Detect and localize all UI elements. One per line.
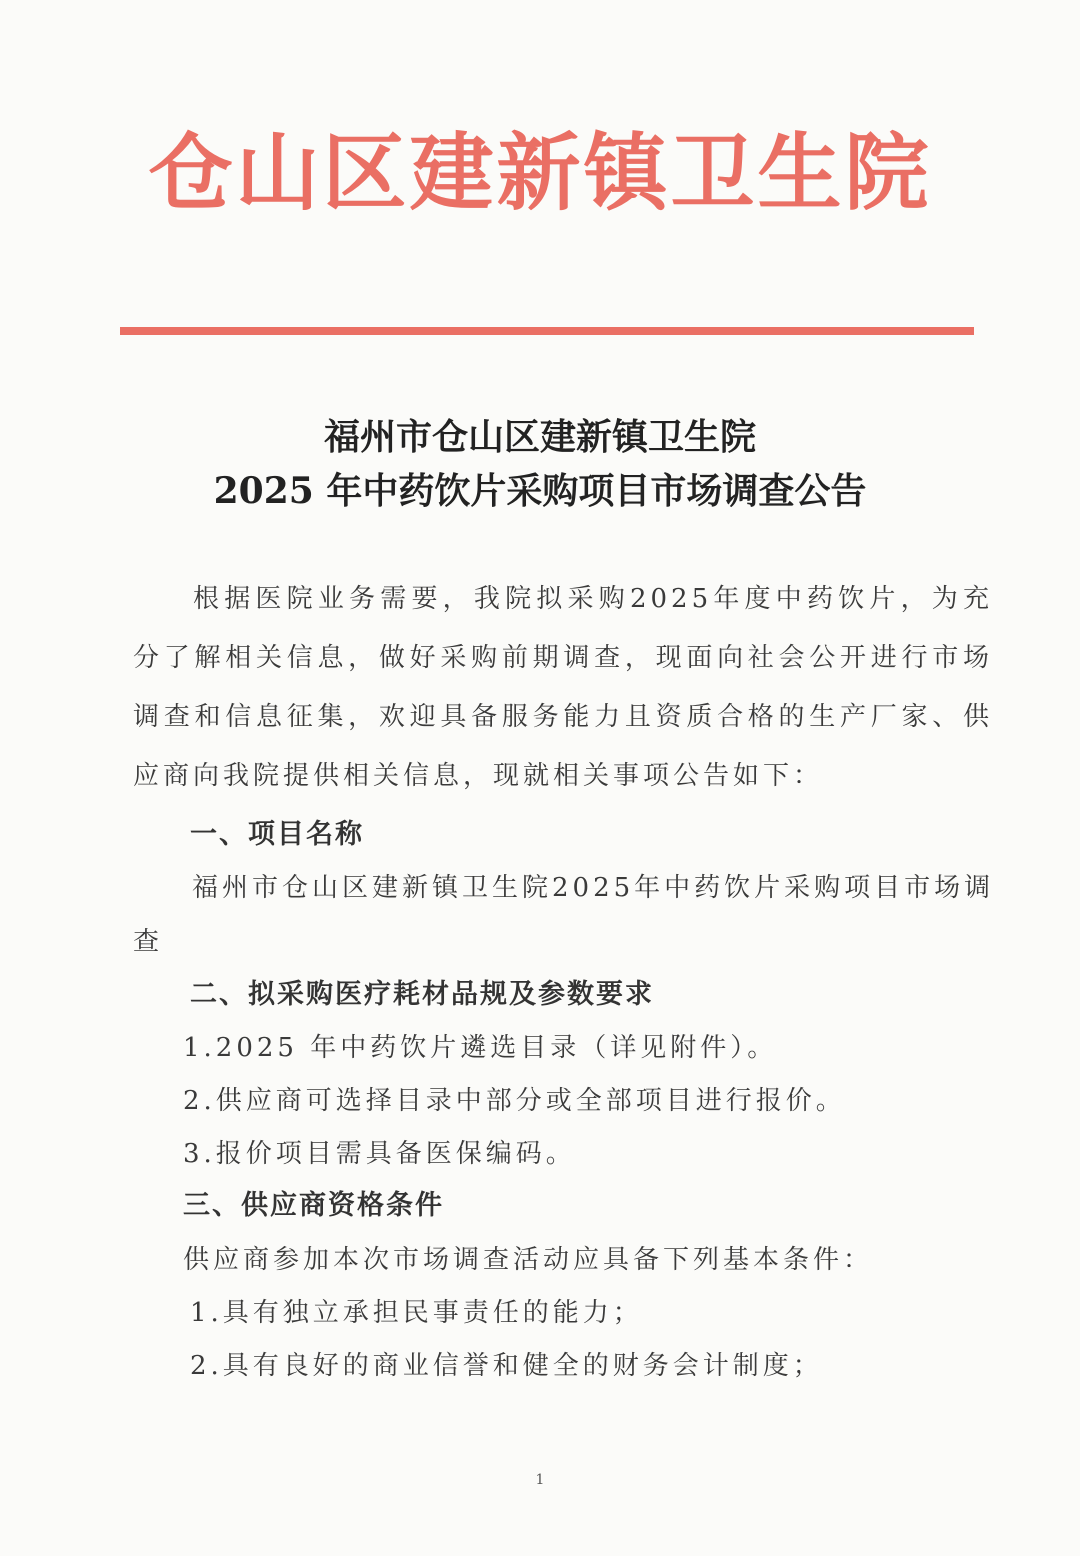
section-1-body-line-1: 福州市仓山区建新镇卫生院2025年中药饮片采购项目市场调 (192, 873, 995, 903)
document-title-line-1: 福州市仓山区建新镇卫生院 (323, 416, 756, 458)
section-3-item-1: 1.具有独立承担民事责任的能力； (190, 1298, 643, 1328)
section-3-heading: 三、供应商资格条件 (183, 1190, 444, 1221)
section-1-heading: 一、项目名称 (190, 819, 364, 850)
section-2-item-3: 3.报价项目需具备医保编码。 (183, 1139, 576, 1169)
section-2-item-1: 1.2025 年中药饮片遴选目录（详见附件）。 (183, 1033, 778, 1063)
intro-paragraph: 根据医院业务需要，我院拟采购2025年度中药饮片，为充分了解相关信息，做好采购前期调查，现面向社会公开进行市场调查和信息征集，欢迎具备服务能力且资质合格的生产厂家、供应商向我院提供相关信息，现就相关事项公告如下： (133, 584, 993, 791)
letterhead-divider (120, 327, 974, 335)
document-title-line-2: 2025 年中药饮片采购项目市场调查公告 (213, 470, 867, 512)
section-3-item-2: 2.具有良好的商业信誉和健全的财务会计制度； (190, 1351, 823, 1381)
section-3-lead: 供应商参加本次市场调查活动应具备下列基本条件： (183, 1245, 874, 1275)
section-2-item-2: 2.供应商可选择目录中部分或全部项目进行报价。 (183, 1086, 846, 1116)
section-1-body-line-2: 查 (133, 927, 164, 957)
section-2-heading: 二、拟采购医疗耗材品规及参数要求 (190, 979, 654, 1010)
page-number: 1 (535, 1472, 545, 1488)
letterhead-title: 仓山区建新镇卫生院 (148, 123, 932, 222)
